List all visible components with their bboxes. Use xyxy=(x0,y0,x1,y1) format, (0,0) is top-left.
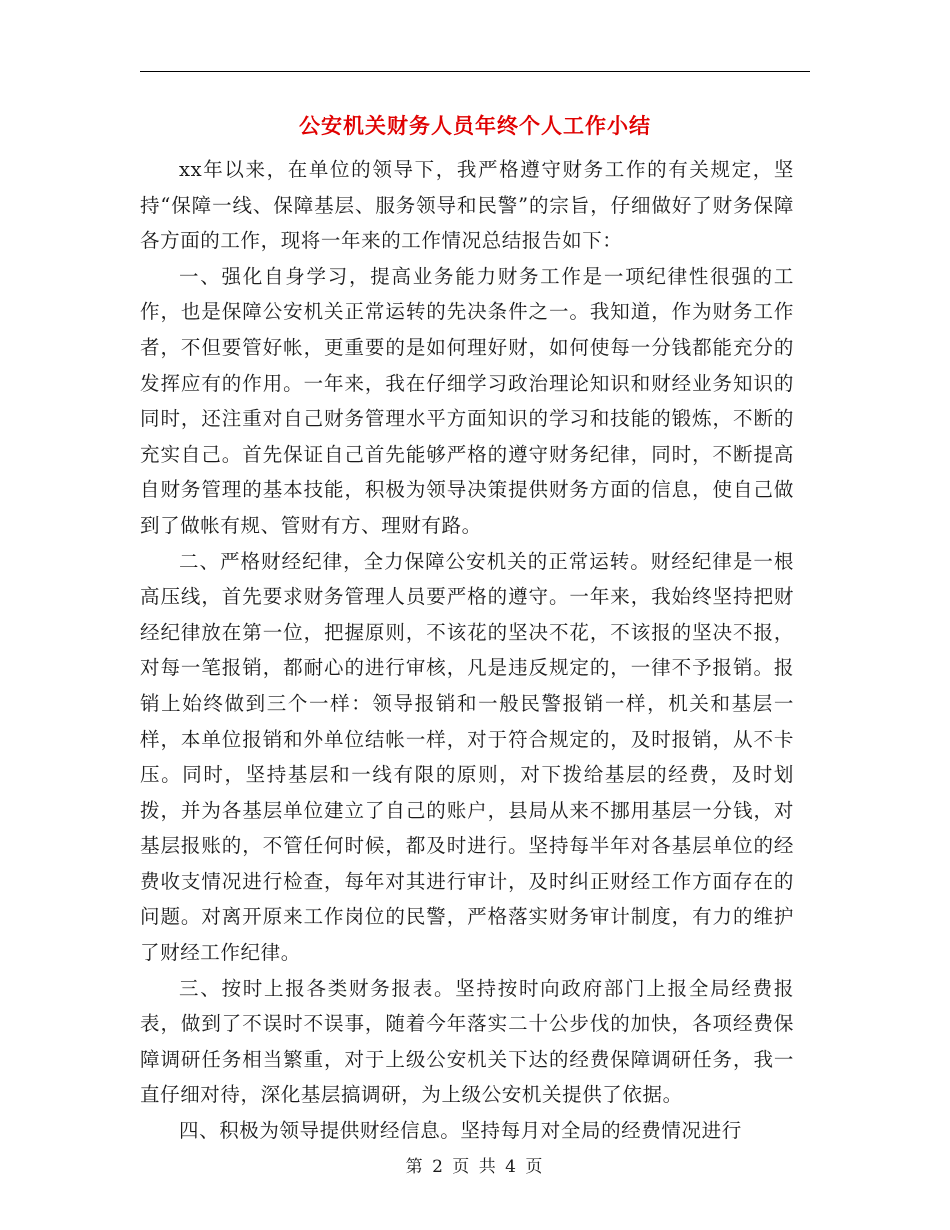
paragraph-section-4: 四、积极为领导提供财经信息。坚持每月对全局的经费情况进行 xyxy=(179,1119,742,1143)
paragraph-intro: xx年以来，在单位的领导下，我严格遵守财务工作的有关规定，坚持“保障一线、保障基层、服务领导和民警”的宗旨，仔细做好了财务保障各方面的工作，现将一年来的工作情况总结报告如下： xyxy=(140,158,794,253)
header-rule xyxy=(140,71,810,72)
page-number-footer: 第 2 页 共 4 页 xyxy=(405,1157,545,1177)
paragraph-section-1: 一、强化自身学习，提高业务能力财务工作是一项纪律性很强的工作，也是保障公安机关正常运转的先决条件之一。我知道，作为财务工作者，不但要管好帐，更重要的是如何理好财，如何使每一分钱都能充分的发挥应有的作用。一年来，我在仔细学习政治理论知识和财经业务知识的同时，还注重对自己财务管理水平方面知识的学习和技能的锻炼，不断的充实自己。首先保证自己首先能够严格的遵守财务纪律，同时，不断提高自财务管理的基本技能，积极为领导决策提供财务方面的信息，使自己做到了做帐有规、管财有方、理财有路。 xyxy=(140,264,794,537)
paragraph-section-2: 二、严格财经纪律，全力保障公安机关的正常运转。财经纪律是一根高压线，首先要求财务管理人员要严格的遵守。一年来，我始终坚持把财经纪律放在第一位，把握原则，不该花的坚决不花，不该报的坚决不报，对每一笔报销，都耐心的进行审核，凡是违反规定的，一律不予报销。报销上始终做到三个一样：领导报销和一般民警报销一样，机关和基层一样，本单位报销和外单位结帐一样，对于符合规定的，及时报销，从不卡压。同时，坚持基层和一线有限的原则，对下拨给基层的经费，及时划拨，并为各基层单位建立了自己的账户，县局从来不挪用基层一分钱，对基层报账的，不管任何时候，都及时进行。坚持每半年对各基层单位的经费收支情况进行检查，每年对其进行审计，及时纠正财经工作方面存在的问题。对离开原来工作岗位的民警，严格落实财务审计制度，有力的维护了财经工作纪律。 xyxy=(140,549,794,965)
document-body xyxy=(140,152,794,1149)
paragraph-section-3: 三、按时上报各类财务报表。坚持按时向政府部门上报全局经费报表，做到了不误时不误事，随着今年落实二十公步伐的加快，各项经费保障调研任务相当繁重，对于上级公安机关下达的经费保障调研任务，我一直仔细对待，深化基层搞调研，为上级公安机关提供了依据。 xyxy=(140,976,794,1107)
document-title: 公安机关财务人员年终个人工作小结 xyxy=(299,114,651,138)
